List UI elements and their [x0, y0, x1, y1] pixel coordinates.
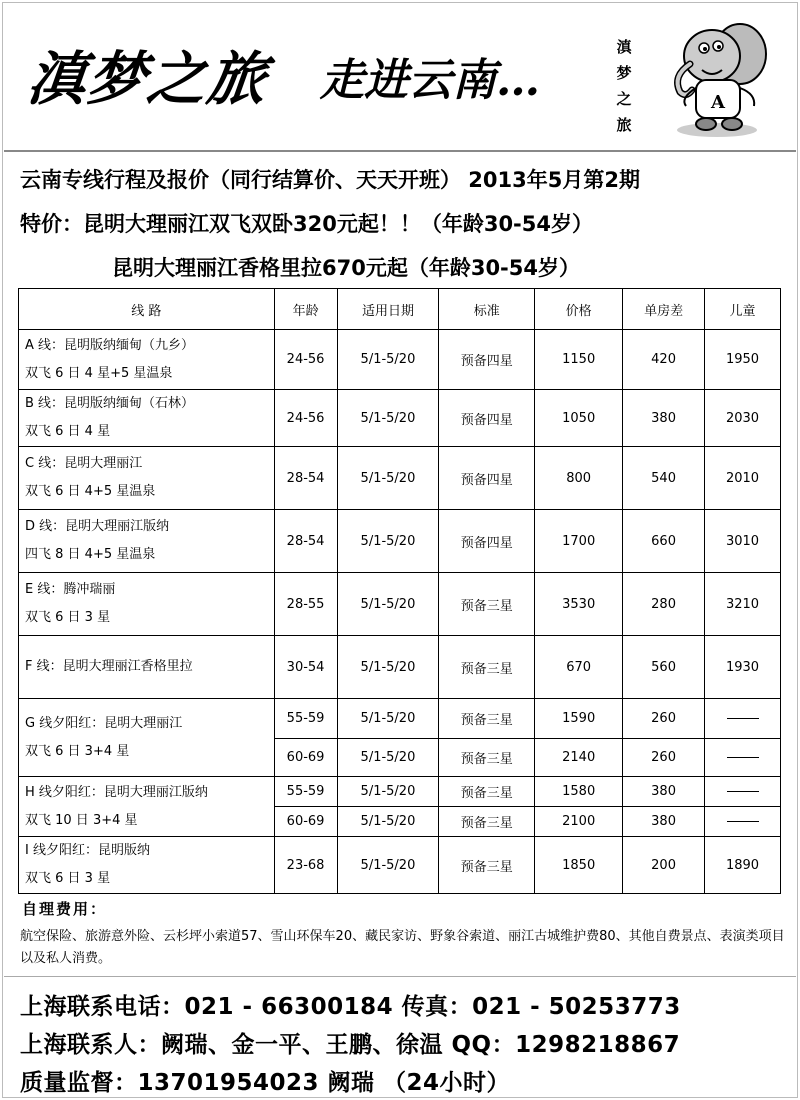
slogan: 走进云南…	[320, 55, 540, 106]
standard-cell: 预备四星	[439, 447, 535, 510]
table-header-row	[19, 289, 781, 330]
contact-phone: 上海联系电话：021 - 66300184 传真：021 - 50253773	[20, 994, 681, 1020]
date-cell: 5/1-5/20	[337, 777, 439, 807]
table-row	[19, 636, 781, 699]
vertical-brand-char: 滇	[616, 38, 632, 56]
route-cell: G 线夕阳红：昆明大理丽江 双飞 6 日 3+4 星	[19, 699, 275, 777]
route-cell: D 线：昆明大理丽江版纳 四飞 8 日 4+5 星温泉	[19, 510, 275, 573]
route-cell: F 线：昆明大理丽江香格里拉	[19, 636, 275, 699]
age-cell: 55-59	[274, 777, 337, 807]
price-cell: 800	[535, 447, 623, 510]
date-cell: 5/1-5/20	[337, 699, 439, 739]
child-cell: 1890	[705, 837, 781, 894]
standard-cell: 预备三星	[439, 807, 535, 837]
date-cell: 5/1-5/20	[337, 510, 439, 573]
elephant-mascot-icon	[662, 14, 772, 142]
route-cell: I 线夕阳红：昆明版纳 双飞 6 日 3 星	[19, 837, 275, 894]
single-cell: 260	[623, 699, 705, 739]
vertical-brand-char: 之	[616, 90, 632, 108]
date-cell: 5/1-5/20	[337, 390, 439, 447]
table-row	[19, 390, 781, 447]
svg-text:A: A	[711, 92, 725, 113]
standard-cell: 预备三星	[439, 739, 535, 777]
table-row	[19, 777, 781, 807]
age-cell: 60-69	[274, 739, 337, 777]
price-cell: 1150	[535, 330, 623, 390]
single-cell: 540	[623, 447, 705, 510]
standard-cell: 预备四星	[439, 330, 535, 390]
standard-cell: 预备三星	[439, 573, 535, 636]
contact-people: 上海联系人：阙瑞、金一平、王鹏、徐温 QQ：1298218867	[20, 1032, 681, 1058]
standard-cell: 预备三星	[439, 699, 535, 739]
standard-cell: 预备四星	[439, 510, 535, 573]
single-cell: 380	[623, 807, 705, 837]
age-cell: 28-55	[274, 573, 337, 636]
child-cell: 3010	[705, 510, 781, 573]
child-cell-na	[705, 699, 781, 739]
price-cell: 1700	[535, 510, 623, 573]
vertical-brand-char: 梦	[616, 64, 632, 82]
age-cell: 24-56	[274, 390, 337, 447]
footer-divider	[4, 976, 796, 977]
single-cell: 380	[623, 777, 705, 807]
dash-mark	[727, 821, 759, 822]
child-cell: 2030	[705, 390, 781, 447]
header-price: 价格	[535, 289, 623, 330]
header-standard: 标准	[439, 289, 535, 330]
single-cell: 660	[623, 510, 705, 573]
single-cell: 260	[623, 739, 705, 777]
single-cell: 280	[623, 573, 705, 636]
title-line-1: 云南专线行程及报价（同行结算价、天天开班） 2013年5月第2期	[20, 168, 640, 192]
header-divider	[4, 150, 796, 152]
date-cell: 5/1-5/20	[337, 573, 439, 636]
price-cell: 1580	[535, 777, 623, 807]
dash-mark	[727, 791, 759, 792]
date-cell: 5/1-5/20	[337, 447, 439, 510]
standard-cell: 预备三星	[439, 837, 535, 894]
single-cell: 560	[623, 636, 705, 699]
price-table	[18, 288, 781, 894]
child-cell: 3210	[705, 573, 781, 636]
child-cell: 1950	[705, 330, 781, 390]
date-cell: 5/1-5/20	[337, 739, 439, 777]
route-cell: H 线夕阳红：昆明大理丽江版纳 双飞 10 日 3+4 星	[19, 777, 275, 837]
single-cell: 200	[623, 837, 705, 894]
brand-logo-text: 滇梦之旅	[23, 45, 272, 113]
vertical-brand-char: 旅	[616, 116, 632, 134]
date-cell: 5/1-5/20	[337, 807, 439, 837]
route-cell: B 线：昆明版纳缅甸（石林） 双飞 6 日 4 星	[19, 390, 275, 447]
age-cell: 28-54	[274, 447, 337, 510]
date-cell: 5/1-5/20	[337, 330, 439, 390]
header-age: 年龄	[274, 289, 337, 330]
age-cell: 23-68	[274, 837, 337, 894]
fees-title: 自理费用：	[22, 900, 108, 918]
standard-cell: 预备四星	[439, 390, 535, 447]
age-cell: 60-69	[274, 807, 337, 837]
child-cell: 1930	[705, 636, 781, 699]
child-cell-na	[705, 777, 781, 807]
title-line-2: 特价：昆明大理丽江双飞双卧320元起！！（年龄30-54岁）	[20, 212, 593, 236]
price-cell: 1590	[535, 699, 623, 739]
age-cell: 24-56	[274, 330, 337, 390]
date-cell: 5/1-5/20	[337, 636, 439, 699]
price-cell: 3530	[535, 573, 623, 636]
route-cell: A 线：昆明版纳缅甸（九乡） 双飞 6 日 4 星+5 星温泉	[19, 330, 275, 390]
price-cell: 2100	[535, 807, 623, 837]
header-route: 线 路	[19, 289, 275, 330]
single-cell: 380	[623, 390, 705, 447]
age-cell: 28-54	[274, 510, 337, 573]
quality-supervision: 质量监督：13701954023 阙瑞 （24小时）	[20, 1070, 511, 1096]
route-cell: E 线：腾冲瑞丽 双飞 6 日 3 星	[19, 573, 275, 636]
age-cell: 30-54	[274, 636, 337, 699]
table-row	[19, 510, 781, 573]
route-cell: C 线：昆明大理丽江 双飞 6 日 4+5 星温泉	[19, 447, 275, 510]
title-line-3: 昆明大理丽江香格里拉670元起（年龄30-54岁）	[112, 256, 580, 280]
header-child: 儿童	[705, 289, 781, 330]
single-cell: 420	[623, 330, 705, 390]
vertical-brand	[614, 34, 634, 138]
price-cell: 2140	[535, 739, 623, 777]
price-cell: 1850	[535, 837, 623, 894]
age-cell: 55-59	[274, 699, 337, 739]
table-row	[19, 837, 781, 894]
header-date: 适用日期	[337, 289, 439, 330]
standard-cell: 预备三星	[439, 636, 535, 699]
dash-mark	[727, 757, 759, 758]
price-cell: 670	[535, 636, 623, 699]
table-row	[19, 330, 781, 390]
price-cell: 1050	[535, 390, 623, 447]
standard-cell: 预备三星	[439, 777, 535, 807]
child-cell: 2010	[705, 447, 781, 510]
date-cell: 5/1-5/20	[337, 837, 439, 894]
table-row	[19, 447, 781, 510]
header-single-supplement: 单房差	[623, 289, 705, 330]
child-cell-na	[705, 739, 781, 777]
table-row	[19, 699, 781, 739]
dash-mark	[727, 718, 759, 719]
child-cell-na	[705, 807, 781, 837]
table-row	[19, 573, 781, 636]
fees-text: 航空保险、旅游意外险、云杉坪小索道57、雪山环保车20、藏民家访、野象谷索道、丽江古城维护费80、其他自费景点、表演类项目以及私人消费。	[20, 929, 785, 966]
